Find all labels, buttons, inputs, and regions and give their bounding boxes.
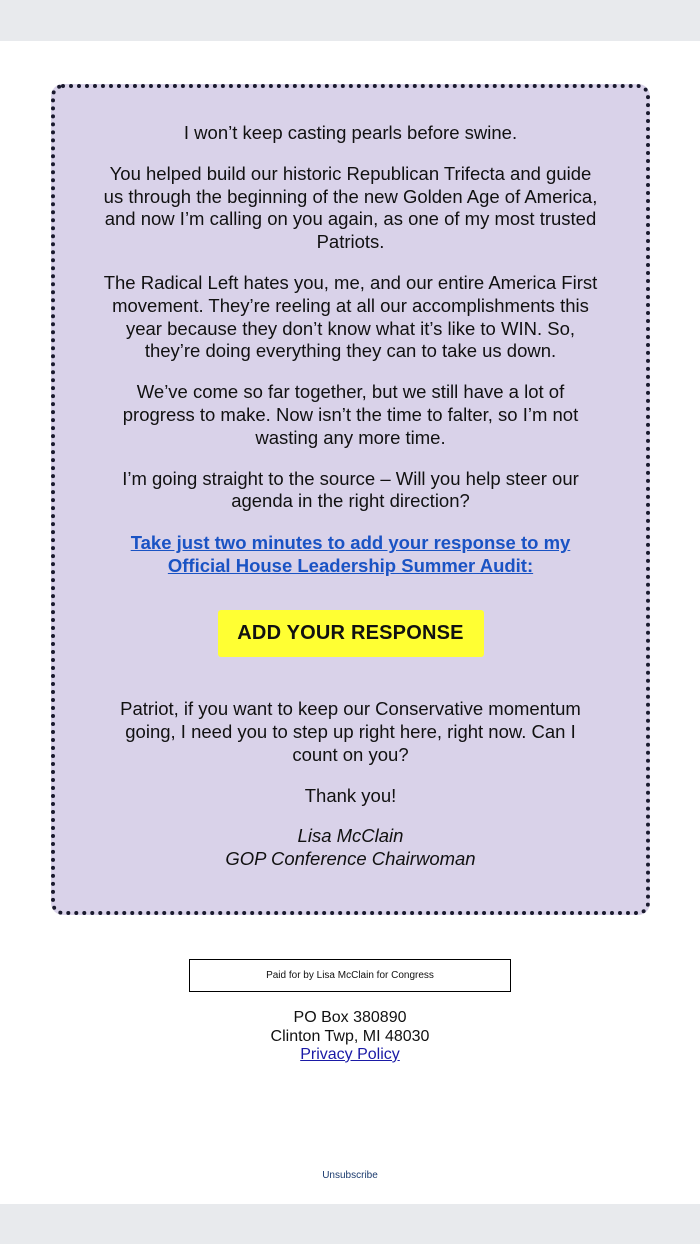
signature	[101, 825, 600, 871]
paragraph-radical-left: The Radical Left hates you, me, and our entire America First movement. They’re reeling at all our accomplishments this year because they don’t know what it’s like to WIN. So, they’re doing everything they can to take us down.	[103, 271, 598, 362]
unsubscribe-link[interactable]: Unsubscribe	[322, 1170, 378, 1181]
audit-link[interactable]: Take just two minutes to add your response to my Official House Leadership Summer Audit:	[130, 532, 571, 577]
paragraph-source: I’m going straight to the source – Will you help steer our agenda in the right direction?	[122, 467, 579, 512]
paragraph-progress: We’ve come so far together, but we still have a lot of progress to make. Now isn’t the time to falter, so I’m not wasting any more time.	[122, 381, 579, 448]
address-line-2: Clinton Twp, MI 48030	[270, 1027, 430, 1045]
privacy-policy-link[interactable]: Privacy Policy	[300, 1046, 400, 1063]
bottom-band	[0, 1204, 700, 1244]
mailing-address	[0, 1009, 700, 1065]
message-card	[51, 84, 650, 915]
top-band	[0, 0, 700, 41]
address-line-1: PO Box 380890	[293, 1009, 407, 1026]
paragraph-intro: I won’t keep casting pearls before swine.	[183, 122, 518, 143]
paid-for-disclaimer: Paid for by Lisa McClain for Congress	[189, 959, 511, 992]
paragraph-closing: Patriot, if you want to keep our Conservative momentum going, I need you to step up right here, right now. Can I count on you?	[120, 698, 581, 765]
signature-name: Lisa McClain	[297, 825, 404, 847]
paragraph-trifecta: You helped build our historic Republican Trifecta and guide us through the beginning of the new Golden Age of America, and now I’m calling on you again, as one of my most trusted Patriots.	[103, 162, 598, 253]
add-response-button[interactable]: ADD YOUR RESPONSE	[218, 610, 484, 657]
signature-title: GOP Conference Chairwoman	[225, 848, 476, 870]
unsubscribe-row	[0, 1170, 700, 1181]
thank-you-text: Thank you!	[304, 784, 397, 806]
